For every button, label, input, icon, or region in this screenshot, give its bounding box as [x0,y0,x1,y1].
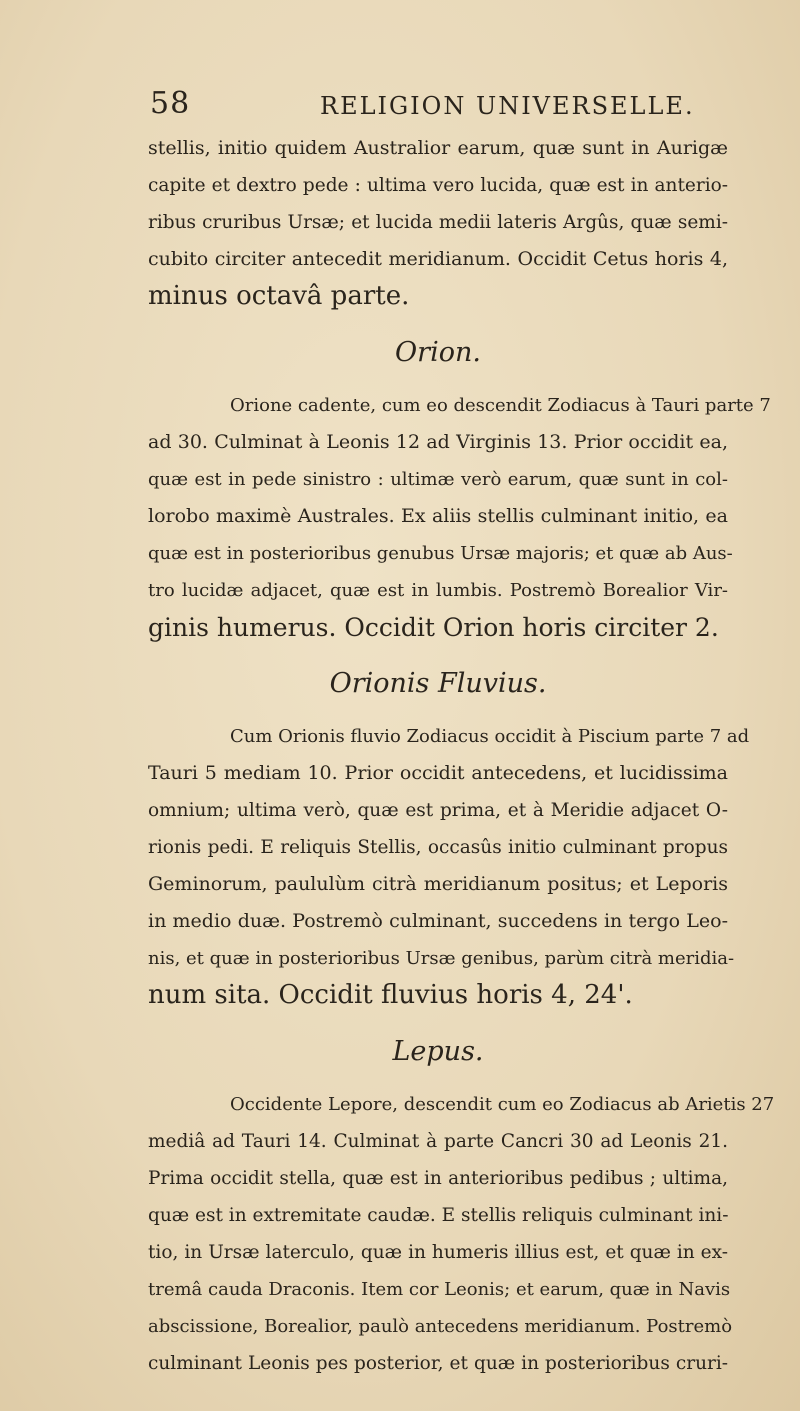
orion-paragraph [148,387,771,646]
text-line: ribus cruribus Ursæ; et lucida medii lateris Argûs, quæ semi- [148,212,728,233]
text-line: num sita. Occidit fluvius horis 4, 24'. [148,980,633,1010]
text-line: stellis, initio quidem Australior earum, quæ sunt in Aurigæ [148,137,728,159]
lepus-paragraph [148,1086,775,1382]
text-line: Prima occidit stella, quæ est in anterioribus pedibus ; ultima, [148,1168,728,1189]
text-line: quæ est in extremitate caudæ. E stellis reliquis culminant ini- [148,1205,729,1226]
text-line: tro lucidæ adjacet, quæ est in lumbis. Postremò Borealior Vir- [148,580,728,601]
text-line: in medio duæ. Postremò culminant, succedens in tergo Leo- [148,910,728,932]
text-line: culminant Leonis pes posterior, et quæ in posterioribus cruri- [148,1353,728,1374]
section-heading-lepus: Lepus. [392,1036,484,1067]
text-line: abscissione, Borealior, paulò antecedens meridianum. Postremò [148,1316,733,1337]
text-line: Geminorum, paululùm citrà meridianum positus; et Leporis [148,873,728,895]
text-line: rionis pedi. E reliquis Stellis, occasûs initio culminant propus [148,837,728,858]
page-header [150,86,710,126]
running-head: RELIGION UNIVERSELLE. [320,92,695,120]
section-heading-orionis-fluvius: Orionis Fluvius. [329,668,547,699]
text-line: quæ est in posterioribus genubus Ursæ majoris; et quæ ab Aus- [148,543,733,564]
section-heading-orion: Orion. [395,337,481,368]
text-line: nis, et quæ in posterioribus Ursæ genibus, parùm citrà meridia- [148,948,735,969]
orionis-fluvius-paragraph [148,718,750,1014]
text-line: Tauri 5 mediam 10. Prior occidit antecedens, et lucidissima [148,762,728,784]
text-line: minus octavâ parte. [148,281,410,311]
text-line: tremâ cauda Draconis. Item cor Leonis; et earum, quæ in Navis [148,1279,731,1300]
text-line: tio, in Ursæ laterculo, quæ in humeris illius est, et quæ in ex- [148,1242,728,1263]
text-line: cubito circiter antecedit meridianum. Occidit Cetus horis 4, [148,248,728,270]
text-line: omnium; ultima verò, quæ est prima, et à Meridie adjacet O- [148,800,728,821]
text-line: capite et dextro pede : ultima vero lucida, quæ est in anterio- [148,175,728,196]
intro-paragraph [148,130,728,315]
page-number: 58 [150,86,191,121]
text-line: Cum Orionis fluvio Zodiacus occidit à Piscium parte 7 ad [230,726,750,747]
text-line: Orione cadente, cum eo descendit Zodiacus à Tauri parte 7 [230,395,771,416]
text-line: ginis humerus. Occidit Orion horis circiter 2. [148,613,719,642]
text-line: quæ est in pede sinistro : ultimæ verò earum, quæ sunt in col- [148,469,728,490]
text-line: lorobo maximè Australes. Ex aliis stellis culminant initio, ea [148,505,728,527]
text-line: ad 30. Culminat à Leonis 12 ad Virginis 13. Prior occidit ea, [148,431,728,453]
text-line: mediâ ad Tauri 14. Culminat à parte Cancri 30 ad Leonis 21. [148,1131,728,1152]
text-line: Occidente Lepore, descendit cum eo Zodiacus ab Arietis 27 [230,1094,775,1115]
